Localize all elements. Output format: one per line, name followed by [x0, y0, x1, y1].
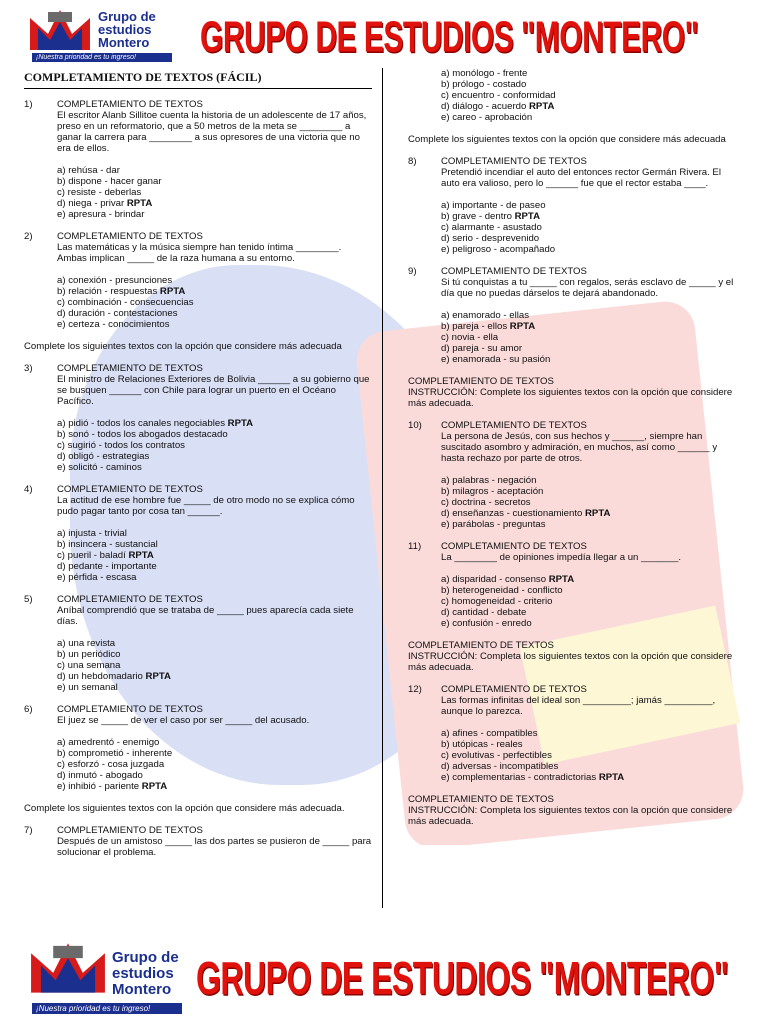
intro-line: INSTRUCCIÓN: Completa los siguientes textos con la opción que considere más adecuada. [408, 651, 733, 673]
answer-mark: RPTA [141, 781, 168, 792]
option-text: d) pareja - su amor [441, 343, 523, 354]
option-item [441, 101, 738, 112]
intro-line: COMPLETAMIENTO DE TEXTOS [408, 794, 554, 805]
question-number: 5) [24, 594, 33, 605]
intro-line: COMPLETAMIENTO DE TEXTOS [408, 376, 554, 387]
option-text: b) insincera - sustancial [57, 539, 158, 550]
option-text: d) diálogo - acuerdo [441, 101, 529, 112]
option-text: a) palabras - negación [441, 475, 537, 486]
question-block [24, 231, 372, 330]
instruction-note: Complete los siguientes textos con la opción que considere más adecuada [24, 341, 342, 352]
answer-mark: RPTA [145, 671, 171, 682]
option-text: c) combinación - consecuencias [57, 297, 194, 308]
question-text: Las formas infinitas del ideal son _________; jamás _________, aunque lo parezca. [441, 695, 716, 717]
option-item [57, 770, 372, 781]
question-title: COMPLETAMIENTO DE TEXTOS [57, 484, 203, 495]
option-item [441, 233, 738, 244]
intro-line: INSTRUCCIÓN: Complete los siguientes textos con la opción que considere más adecuada. [408, 387, 733, 409]
option-item [441, 508, 738, 519]
option-item [441, 112, 738, 123]
option-item [57, 671, 372, 682]
question-title: COMPLETAMIENTO DE TEXTOS [441, 156, 587, 167]
option-item [441, 222, 738, 233]
question-text: El escritor Alanb Sillitoe cuenta la historia de un adolescente de 17 años, preso en un reformatorio, que a 50 metros de la meta se ________ a ganar la carrera para ________ a sus opresores de una victoria que no era de ellos. [57, 110, 367, 154]
option-item [441, 585, 738, 596]
option-item [57, 638, 372, 649]
option-text: c) una semana [57, 660, 121, 671]
option-item [57, 682, 372, 693]
option-item [57, 275, 372, 286]
option-text: e) complementarias - contradictorias [441, 772, 599, 783]
option-item [57, 297, 372, 308]
option-item [441, 750, 738, 761]
question-text: Aníbal comprendió que se trataba de _____ pues aparecía cada siete días. [57, 605, 354, 627]
option-text: c) encuentro - conformidad [441, 90, 556, 101]
option-item [57, 176, 372, 187]
question-number: 12) [408, 684, 422, 695]
options-list [57, 275, 372, 330]
question-number: 4) [24, 484, 33, 495]
option-item [57, 286, 372, 297]
question-block [24, 363, 372, 473]
answer-mark: RPTA [548, 574, 575, 585]
option-item [441, 200, 738, 211]
options-list [57, 418, 372, 473]
option-text: e) enamorada - su pasión [441, 354, 551, 365]
option-item [57, 781, 372, 792]
logo-m-icon [28, 936, 108, 1000]
option-text: a) una revista [57, 638, 116, 649]
option-text: e) parábolas - preguntas [441, 519, 546, 530]
question-text: La actitud de ese hombre fue _____ de otro modo no se explica cómo pudo pagar tanto por cosa tan ______. [57, 495, 355, 517]
option-text: d) niega - privar [57, 198, 127, 209]
option-item [57, 209, 372, 220]
options-list [57, 165, 372, 220]
option-text: c) resiste - deberlas [57, 187, 142, 198]
option-item [441, 519, 738, 530]
option-item [441, 79, 738, 90]
option-item [57, 759, 372, 770]
header-title: GRUPO DE ESTUDIOS "MONTERO" [200, 14, 699, 62]
option-text: c) alarmante - asustado [441, 222, 542, 233]
option-text: c) evolutivas - perfectibles [441, 750, 552, 761]
answer-mark: RPTA [529, 101, 555, 112]
options-list [441, 310, 738, 365]
option-text: a) amedrentó - enemigo [57, 737, 160, 748]
options-list [441, 475, 738, 530]
question-header [24, 825, 372, 836]
option-item [441, 321, 738, 332]
question-block [408, 684, 738, 783]
option-text: e) confusión - enredo [441, 618, 532, 629]
option-item [441, 486, 738, 497]
option-text: b) grave - dentro [441, 211, 515, 222]
section-intro [408, 640, 738, 673]
left-column [24, 68, 372, 869]
right-column [408, 68, 738, 838]
question-number: 1) [24, 99, 33, 110]
question-block [408, 420, 738, 530]
question-title: COMPLETAMIENTO DE TEXTOS [57, 704, 203, 715]
option-text: a) importante - de paseo [441, 200, 546, 211]
question-block [408, 541, 738, 629]
answer-mark: RPTA [227, 418, 254, 429]
option-text: a) enamorado - ellas [441, 310, 529, 321]
option-item [57, 165, 372, 176]
option-item [57, 660, 372, 671]
option-text: c) novia - ella [441, 332, 499, 343]
option-item [441, 354, 738, 365]
option-text: e) pérfida - escasa [57, 572, 137, 583]
question-number: 3) [24, 363, 33, 374]
question-header [408, 266, 738, 277]
option-item [441, 728, 738, 739]
question-number: 2) [24, 231, 33, 242]
question-title: COMPLETAMIENTO DE TEXTOS [441, 420, 587, 431]
option-text: c) sugirió - todos los contratos [57, 440, 185, 451]
header-banner [0, 0, 768, 70]
question-title: COMPLETAMIENTO DE TEXTOS [57, 231, 203, 242]
question-text: Las matemáticas y la música siempre han tenido íntima ________. Ambas implican _____ de la raza humana a su entorno. [57, 242, 342, 264]
question-header [24, 363, 372, 374]
option-text: d) un hebdomadario [57, 671, 146, 682]
question-number: 9) [408, 266, 417, 277]
intro-line: INSTRUCCIÓN: Completa los siguientes textos con la opción que considere más adecuada. [408, 805, 733, 827]
answer-mark: RPTA [159, 286, 186, 297]
option-text: a) monólogo - frente [441, 68, 528, 79]
question-text: Pretendió incendiar el auto del entonces rector Germán Rivera. El auto era valioso, pero lo ______ fue que el rector estaba ____. [441, 167, 721, 189]
options-list [441, 574, 738, 629]
instruction-note: Complete los siguientes textos con la opción que considere más adecuada [408, 134, 726, 145]
question-title: COMPLETAMIENTO DE TEXTOS [441, 684, 587, 695]
option-text: e) careo - aprobación [441, 112, 533, 123]
question-text: Si tú conquistas a tu _____ con regalos, serás esclavo de _____ y el día que no puedas dárselos te dejará abandonado. [441, 277, 734, 299]
option-item [441, 343, 738, 354]
option-item [441, 475, 738, 486]
option-text: e) peligroso - acompañado [441, 244, 556, 255]
footer-banner [0, 930, 768, 1020]
option-text: b) heterogeneidad - conflicto [441, 585, 563, 596]
question-header [408, 541, 738, 552]
answer-mark: RPTA [514, 211, 540, 222]
option-text: d) cantidad - debate [441, 607, 527, 618]
option-text: d) serio - desprevenido [441, 233, 540, 244]
question-text: El juez se _____ de ver el caso por ser _____ del acusado. [57, 715, 310, 726]
logo-name: Grupo de estudios Montero [98, 9, 156, 50]
option-item [441, 211, 738, 222]
footer-logo-slogan: ¡Nuestra prioridad es tu ingreso! [32, 1003, 182, 1014]
option-item [57, 539, 372, 550]
column-divider [382, 68, 383, 908]
option-item [441, 497, 738, 508]
answer-mark: RPTA [126, 198, 153, 209]
option-text: a) disparidad - consenso [441, 574, 549, 585]
option-text: a) afines - compatibles [441, 728, 538, 739]
option-text: d) obligó - estrategias [57, 451, 150, 462]
section-intro [408, 376, 738, 409]
options-list [441, 68, 738, 123]
option-item [57, 561, 372, 572]
question-title: COMPLETAMIENTO DE TEXTOS [57, 594, 203, 605]
question-number: 7) [24, 825, 33, 836]
instruction-note: Complete los siguientes textos con la opción que considere más adecuada. [24, 803, 345, 814]
option-text: d) duración - contestaciones [57, 308, 178, 319]
option-item [441, 574, 738, 585]
question-number: 6) [24, 704, 33, 715]
option-text: a) conexión - presunciones [57, 275, 173, 286]
question-header [408, 684, 738, 695]
options-list [441, 200, 738, 255]
option-item [57, 187, 372, 198]
question-header [24, 99, 372, 110]
option-item [441, 310, 738, 321]
question-block [24, 594, 372, 693]
question-header [24, 594, 372, 605]
option-item [57, 198, 372, 209]
option-item [57, 550, 372, 561]
option-text: a) injusta - trivial [57, 528, 127, 539]
option-item [441, 90, 738, 101]
option-item [441, 739, 738, 750]
question-block [24, 99, 372, 220]
option-item [57, 737, 372, 748]
option-text: b) milagros - aceptación [441, 486, 544, 497]
question-title: COMPLETAMIENTO DE TEXTOS [441, 541, 587, 552]
option-text: d) enseñanzas - cuestionamiento [441, 508, 585, 519]
option-item [57, 572, 372, 583]
logo-slogan: ¡Nuestra prioridad es tu ingreso! [32, 53, 172, 62]
option-text: e) un semanal [57, 682, 118, 693]
footer-logo [28, 936, 204, 1014]
question-block [24, 825, 372, 858]
option-item [57, 440, 372, 451]
option-text: d) adversas - incompatibles [441, 761, 559, 772]
question-block [24, 484, 372, 583]
option-text: b) comprometió - inherente [57, 748, 173, 759]
option-text: c) pueril - baladí [57, 550, 129, 561]
option-item [441, 772, 738, 783]
page-heading: COMPLETAMIENTO DE TEXTOS (FÁCIL) [24, 70, 262, 84]
option-item [57, 319, 372, 330]
question-block [408, 266, 738, 365]
answer-mark: RPTA [128, 550, 154, 561]
option-item [57, 308, 372, 319]
question-header [408, 156, 738, 167]
question-number: 11) [408, 541, 422, 552]
question-header [24, 704, 372, 715]
option-item [57, 451, 372, 462]
question-text: La ________ de opiniones impedía llegar a un _______. [441, 552, 682, 563]
option-text: b) sonó - todos los abogados destacado [57, 429, 228, 440]
answer-mark: RPTA [509, 321, 536, 332]
question-title: COMPLETAMIENTO DE TEXTOS [57, 825, 203, 836]
question-header [24, 484, 372, 495]
options-list [57, 638, 372, 693]
answer-mark: RPTA [585, 508, 611, 519]
option-item [441, 761, 738, 772]
question-number: 10) [408, 420, 422, 431]
footer-title: GRUPO DE ESTUDIOS "MONTERO" [196, 952, 729, 1005]
option-text: a) pidió - todos los canales negociables [57, 418, 228, 429]
option-text: d) pedante - importante [57, 561, 157, 572]
options-list [441, 728, 738, 783]
question-header [408, 420, 738, 431]
option-text: b) prólogo - costado [441, 79, 527, 90]
option-item [441, 607, 738, 618]
option-text: b) un periódico [57, 649, 121, 660]
option-item [441, 68, 738, 79]
option-item [57, 528, 372, 539]
option-text: b) utópicas - reales [441, 739, 523, 750]
option-item [57, 462, 372, 473]
footer-logo-name: Grupo de estudios Montero [112, 949, 179, 998]
option-text: a) rehúsa - dar [57, 165, 120, 176]
option-text: c) esforzó - cosa juzgada [57, 759, 165, 770]
section-intro [408, 794, 738, 827]
question-text: El ministro de Relaciones Exteriores de Bolivia ______ a su gobierno que se busquen ______ con Chile para lograr un puerto en el Océano Pacífico. [57, 374, 370, 407]
question-text: La persona de Jesús, con sus hechos y ______, siempre han suscitado asombro y admiración, en muchos, así como ______ y hasta rechazo por parte de otros. [441, 431, 718, 464]
option-text: e) apresura - brindar [57, 209, 145, 220]
question-block [408, 156, 738, 255]
question-text: Después de un amistoso _____ las dos partes se pusieron de _____ para solucionar el problema. [57, 836, 372, 858]
option-text: b) pareja - ellos [441, 321, 510, 332]
logo-m-icon [28, 4, 92, 56]
option-text: c) doctrina - secretos [441, 497, 531, 508]
option-item [57, 649, 372, 660]
option-item [441, 244, 738, 255]
option-text: e) certeza - conocimientos [57, 319, 170, 330]
option-item [441, 596, 738, 607]
option-item [57, 418, 372, 429]
option-item [441, 618, 738, 629]
question-number: 8) [408, 156, 417, 167]
question-block [24, 704, 372, 792]
option-item [57, 748, 372, 759]
option-item [441, 332, 738, 343]
brand-logo [28, 4, 198, 62]
option-text: b) relación - respuestas [57, 286, 160, 297]
option-text: b) dispone - hacer ganar [57, 176, 162, 187]
answer-mark: RPTA [598, 772, 625, 783]
option-text: e) solicitó - caminos [57, 462, 142, 473]
question-title: COMPLETAMIENTO DE TEXTOS [57, 363, 203, 374]
option-text: e) inhibió - pariente [57, 781, 142, 792]
option-item [57, 429, 372, 440]
options-list [57, 528, 372, 583]
question-title: COMPLETAMIENTO DE TEXTOS [441, 266, 587, 277]
question-title: COMPLETAMIENTO DE TEXTOS [57, 99, 203, 110]
intro-line: COMPLETAMIENTO DE TEXTOS [408, 640, 554, 651]
option-text: c) homogeneidad - criterio [441, 596, 553, 607]
options-list [57, 737, 372, 792]
option-text: d) inmutó - abogado [57, 770, 143, 781]
question-header [24, 231, 372, 242]
